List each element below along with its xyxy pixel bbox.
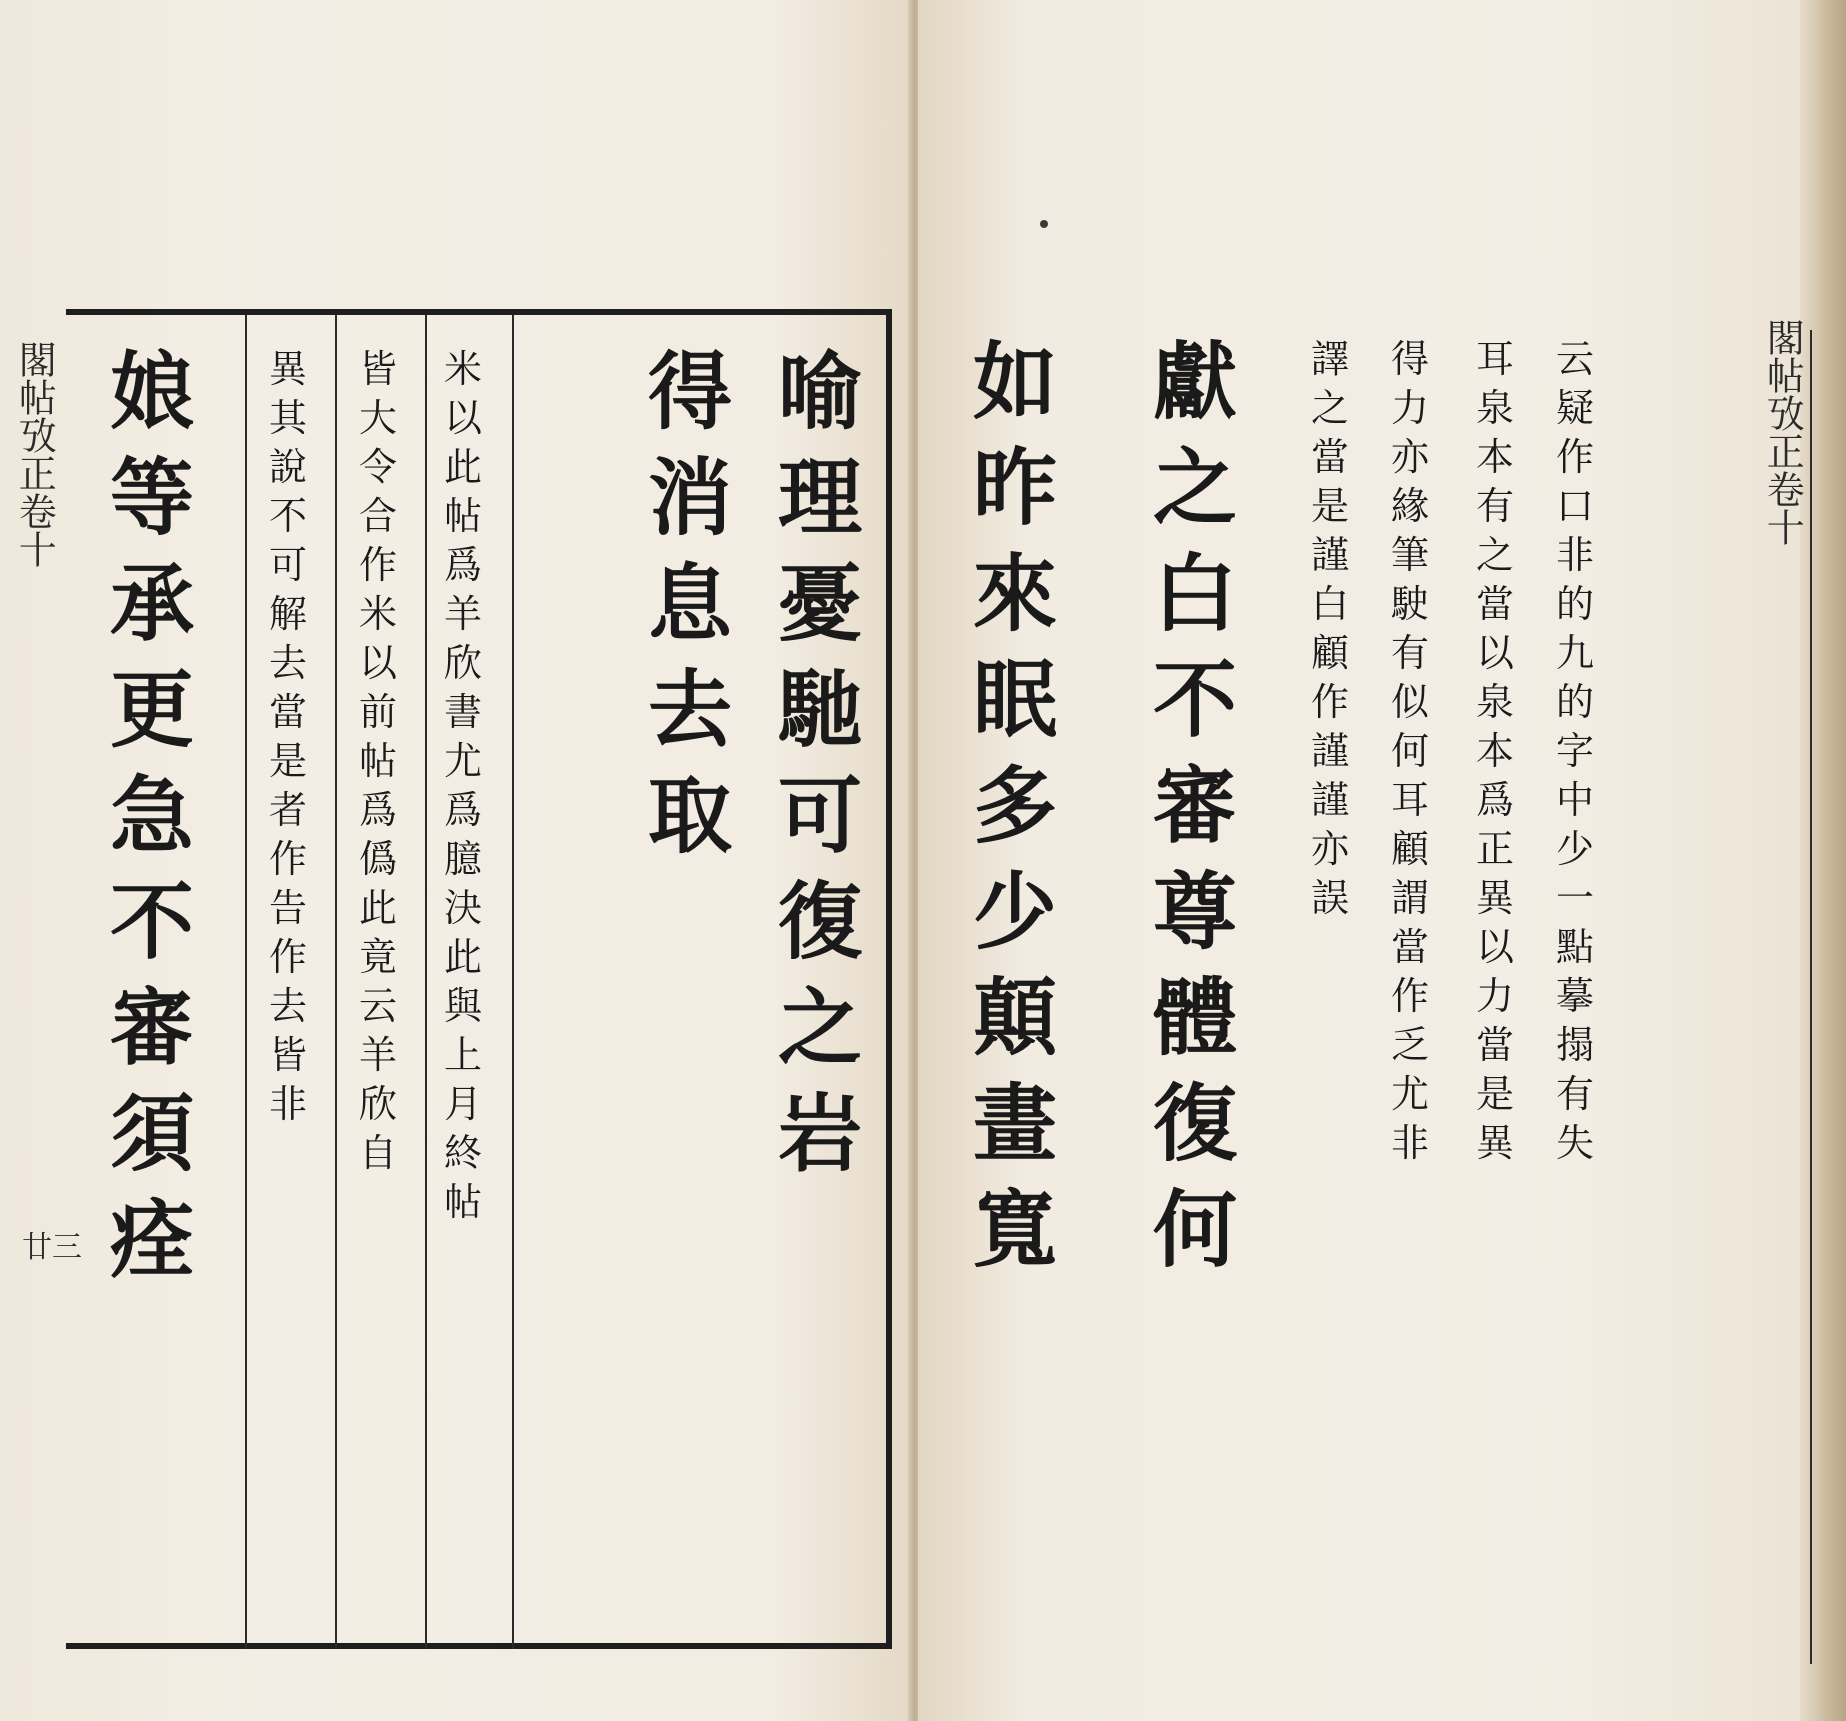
glyph: 不 xyxy=(1152,650,1237,749)
commentary-column xyxy=(353,347,403,1183)
glyph: 如 xyxy=(972,332,1057,431)
glyph: 決 xyxy=(443,886,482,930)
glyph: 解 xyxy=(268,592,307,636)
glyph: 終 xyxy=(443,1131,482,1175)
folio-number: 廿三 xyxy=(22,1230,82,1265)
glyph: 理 xyxy=(777,448,862,547)
glyph: 作 xyxy=(1555,435,1594,479)
glyph: 令 xyxy=(358,445,397,489)
glyph: 此 xyxy=(358,886,397,930)
glyph: 顛 xyxy=(972,968,1057,1067)
glyph: 云 xyxy=(358,984,397,1028)
glyph: 去 xyxy=(268,984,307,1028)
glyph: 寬 xyxy=(972,1180,1057,1279)
glyph: 竟 xyxy=(358,935,397,979)
glyph: 說 xyxy=(268,445,307,489)
glyph: 白 xyxy=(1152,544,1237,643)
glyph: 耳 xyxy=(1390,778,1429,822)
glyph: 的 xyxy=(1555,582,1594,626)
glyph: 去 xyxy=(268,641,307,685)
glyph: 爲 xyxy=(443,788,482,832)
commentary-column xyxy=(1550,337,1600,1173)
glyph: 是 xyxy=(1310,484,1349,528)
glyph: 何 xyxy=(1152,1180,1237,1279)
book-page-edges xyxy=(1800,0,1846,1721)
glyph: 羊 xyxy=(443,592,482,636)
right-margin-title xyxy=(1760,318,1805,546)
glyph: 當 xyxy=(1390,925,1429,969)
glyph: 白 xyxy=(1310,582,1349,626)
glyph: 當 xyxy=(1310,435,1349,479)
glyph: 告 xyxy=(268,886,307,930)
glyph: 米 xyxy=(443,347,482,391)
glyph: 以 xyxy=(1475,925,1514,969)
glyph: 口 xyxy=(1555,484,1594,528)
glyph: 作 xyxy=(358,543,397,587)
glyph: 一 xyxy=(1555,876,1594,920)
glyph: 欣 xyxy=(358,1082,397,1126)
glyph: 取 xyxy=(647,766,732,865)
glyph: 爲 xyxy=(358,788,397,832)
glyph: 當 xyxy=(1475,582,1514,626)
glyph: 尊 xyxy=(1152,862,1237,961)
calligraphy-column xyxy=(1140,332,1250,1294)
glyph: 力 xyxy=(1475,974,1514,1018)
glyph: 尤 xyxy=(1390,1072,1429,1116)
glyph: 消 xyxy=(647,448,732,547)
glyph: 尤 xyxy=(443,739,482,783)
glyph: 息 xyxy=(647,554,732,653)
glyph: 泉 xyxy=(1475,680,1514,724)
glyph: 作 xyxy=(1310,680,1349,724)
glyph: 大 xyxy=(358,396,397,440)
glyph: 正 xyxy=(1475,827,1514,871)
glyph: 點 xyxy=(1555,925,1594,969)
glyph: 是 xyxy=(268,739,307,783)
right-page xyxy=(918,0,1800,1721)
glyph: 書 xyxy=(443,690,482,734)
glyph: 自 xyxy=(358,1131,397,1175)
glyph: 以 xyxy=(1475,631,1514,675)
glyph: 得 xyxy=(1390,337,1429,381)
glyph: 帖 xyxy=(358,739,397,783)
glyph: 是 xyxy=(1475,1072,1514,1116)
glyph: 的 xyxy=(1555,680,1594,724)
glyph: 似 xyxy=(1390,680,1429,724)
glyph: 少 xyxy=(1555,827,1594,871)
glyph: 須 xyxy=(109,1084,194,1183)
glyph: 謹 xyxy=(1310,533,1349,577)
glyph: 獻 xyxy=(1152,332,1237,431)
glyph: 爲 xyxy=(1475,778,1514,822)
glyph: 審 xyxy=(1152,756,1237,855)
glyph: 異 xyxy=(268,347,307,391)
glyph: 泉 xyxy=(1475,386,1514,430)
glyph: 有 xyxy=(1555,1072,1594,1116)
glyph: 來 xyxy=(972,544,1057,643)
glyph: 作 xyxy=(1390,974,1429,1018)
glyph: 更 xyxy=(109,660,194,759)
glyph: 亦 xyxy=(1390,435,1429,479)
glyph: 昨 xyxy=(972,438,1057,537)
glyph: 復 xyxy=(777,872,862,971)
ink-speck xyxy=(1040,220,1048,228)
glyph: 力 xyxy=(1390,386,1429,430)
glyph: 之 xyxy=(1152,438,1237,537)
glyph: 亦 xyxy=(1310,827,1349,871)
commentary-column xyxy=(1305,337,1355,928)
glyph: 駛 xyxy=(1390,582,1429,626)
glyph: 與 xyxy=(443,984,482,1028)
glyph: 作 xyxy=(268,837,307,881)
glyph: 不 xyxy=(268,494,307,538)
glyph: 羊 xyxy=(358,1033,397,1077)
glyph: 有 xyxy=(1475,484,1514,528)
glyph: 之 xyxy=(1310,386,1349,430)
glyph: 當 xyxy=(268,690,307,734)
glyph: 審 xyxy=(109,978,194,1077)
glyph: 非 xyxy=(1555,533,1594,577)
commentary-column xyxy=(1385,337,1435,1173)
glyph: 皆 xyxy=(268,1033,307,1077)
commentary-column xyxy=(438,347,488,1232)
glyph: 顧 xyxy=(1310,631,1349,675)
calligraphy-column xyxy=(635,342,745,880)
glyph: 臆 xyxy=(443,837,482,881)
calligraphy-column xyxy=(765,342,875,1198)
glyph: 等 xyxy=(109,448,194,547)
left-page xyxy=(0,0,912,1721)
glyph: 多 xyxy=(972,756,1057,855)
glyph: 誤 xyxy=(1310,876,1349,920)
glyph: 九 xyxy=(1555,631,1594,675)
glyph: 帖 xyxy=(443,494,482,538)
glyph: 摹 xyxy=(1555,974,1594,1018)
glyph: 欣 xyxy=(443,641,482,685)
glyph: 爲 xyxy=(443,543,482,587)
calligraphy-column xyxy=(97,342,207,1304)
glyph: 搨 xyxy=(1555,1023,1594,1067)
glyph: 馳 xyxy=(777,660,862,759)
glyph: 承 xyxy=(109,554,194,653)
glyph: 謹 xyxy=(1310,778,1349,822)
glyph: 眠 xyxy=(972,650,1057,749)
glyph: 娘 xyxy=(109,342,194,441)
commentary-column xyxy=(263,347,313,1134)
glyph: 以 xyxy=(443,396,482,440)
margin-title-text: 閣帖攷正卷十 xyxy=(1760,318,1805,546)
glyph: 以 xyxy=(358,641,397,685)
glyph: 喻 xyxy=(777,342,862,441)
glyph: 非 xyxy=(268,1082,307,1126)
glyph: 月 xyxy=(443,1082,482,1126)
glyph: 作 xyxy=(268,935,307,979)
glyph: 復 xyxy=(1152,1074,1237,1173)
glyph: 字 xyxy=(1555,729,1594,773)
glyph: 有 xyxy=(1390,631,1429,675)
glyph: 顧 xyxy=(1390,827,1429,871)
glyph: 不 xyxy=(109,872,194,971)
glyph: 者 xyxy=(268,788,307,832)
glyph: 譯 xyxy=(1310,337,1349,381)
glyph: 云 xyxy=(1555,337,1594,381)
column-rule xyxy=(1810,330,1812,1664)
column-rule xyxy=(245,315,247,1649)
glyph: 中 xyxy=(1555,778,1594,822)
glyph: 此 xyxy=(443,445,482,489)
glyph: 憂 xyxy=(777,554,862,653)
glyph: 痊 xyxy=(109,1190,194,1289)
glyph: 其 xyxy=(268,396,307,440)
glyph: 皆 xyxy=(358,347,397,391)
glyph: 前 xyxy=(358,690,397,734)
glyph: 異 xyxy=(1475,1121,1514,1165)
left-margin-title xyxy=(12,340,57,568)
glyph: 米 xyxy=(358,592,397,636)
glyph: 去 xyxy=(647,660,732,759)
commentary-column xyxy=(1470,337,1520,1173)
glyph: 得 xyxy=(647,342,732,441)
glyph: 失 xyxy=(1555,1121,1594,1165)
glyph: 可 xyxy=(268,543,307,587)
glyph: 筆 xyxy=(1390,533,1429,577)
glyph: 當 xyxy=(1475,1023,1514,1067)
glyph: 可 xyxy=(777,766,862,865)
glyph: 體 xyxy=(1152,968,1237,1067)
glyph: 之 xyxy=(1475,533,1514,577)
glyph: 乏 xyxy=(1390,1023,1429,1067)
glyph: 合 xyxy=(358,494,397,538)
margin-title-text: 閣帖攷正卷十 xyxy=(12,340,57,568)
glyph: 僞 xyxy=(358,837,397,881)
glyph: 本 xyxy=(1475,435,1514,479)
glyph: 岩 xyxy=(777,1084,862,1183)
glyph: 上 xyxy=(443,1033,482,1077)
glyph: 此 xyxy=(443,935,482,979)
glyph: 何 xyxy=(1390,729,1429,773)
column-rule xyxy=(425,315,427,1649)
glyph: 本 xyxy=(1475,729,1514,773)
glyph: 疑 xyxy=(1555,386,1594,430)
glyph: 少 xyxy=(972,862,1057,961)
column-rule xyxy=(335,315,337,1649)
glyph: 緣 xyxy=(1390,484,1429,528)
glyph: 謂 xyxy=(1390,876,1429,920)
calligraphy-column xyxy=(960,332,1070,1294)
glyph: 之 xyxy=(777,978,862,1077)
glyph: 畫 xyxy=(972,1074,1057,1173)
glyph: 謹 xyxy=(1310,729,1349,773)
glyph: 帖 xyxy=(443,1180,482,1224)
glyph: 耳 xyxy=(1475,337,1514,381)
glyph: 急 xyxy=(109,766,194,865)
glyph: 異 xyxy=(1475,876,1514,920)
column-rule xyxy=(512,315,514,1649)
glyph: 非 xyxy=(1390,1121,1429,1165)
